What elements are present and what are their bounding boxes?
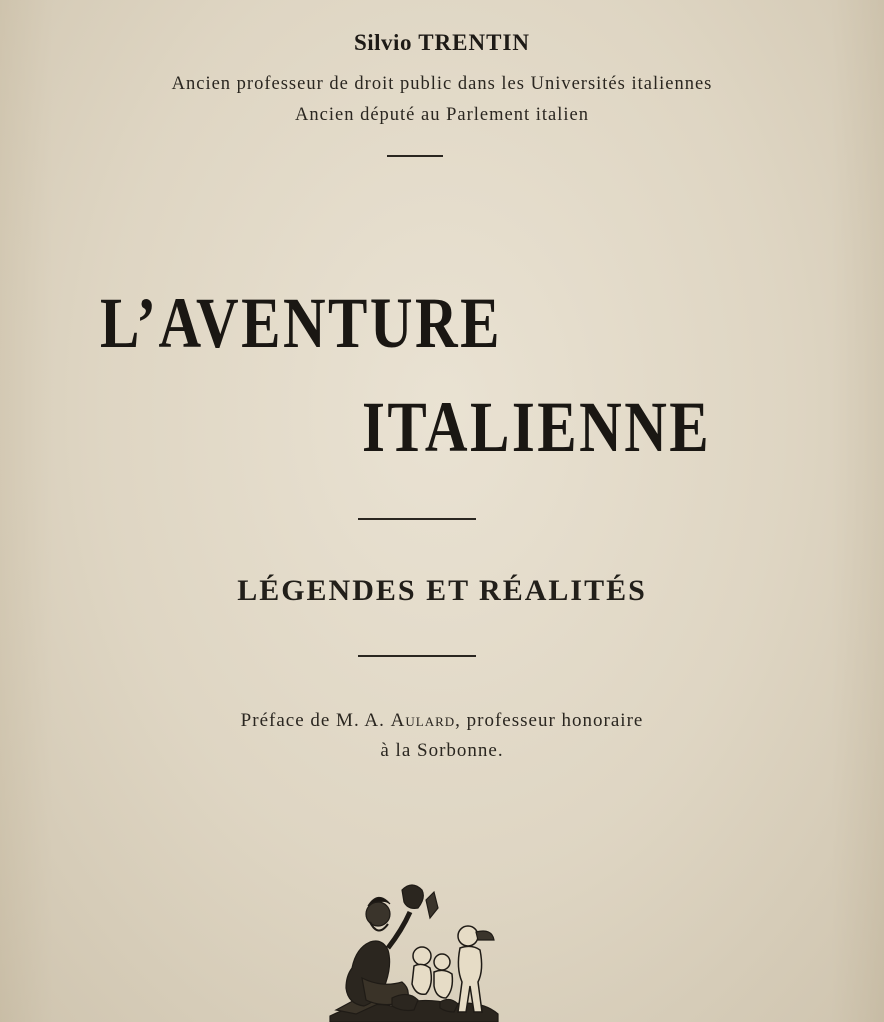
preface-author-name: Aulard [390, 710, 456, 731]
author-credential-2: Ancien député au Parlement italien [295, 105, 589, 125]
publisher-vignette-icon [322, 878, 504, 1022]
author-first-name: Silvio [353, 30, 412, 55]
book-subtitle: LÉGENDES ET RÉALITÉS [237, 574, 647, 607]
book-title-line-1: L’AVENTURE [100, 283, 502, 363]
divider-rule [358, 518, 476, 520]
author-credential-1: Ancien professeur de droit public dans les Universités italiennes [171, 74, 713, 94]
book-title-line-2: ITALIENNE [362, 387, 712, 467]
divider-rule [387, 155, 443, 157]
preface-credit [0, 710, 884, 732]
preface-prefix: Préface de M. A. [240, 710, 391, 731]
preface-credit-line-2: à la Sorbonne. [380, 740, 504, 761]
author-name [0, 30, 884, 56]
author-last-name: TRENTIN [418, 30, 531, 55]
divider-rule [358, 655, 476, 657]
preface-suffix: , professeur honoraire [455, 710, 644, 731]
